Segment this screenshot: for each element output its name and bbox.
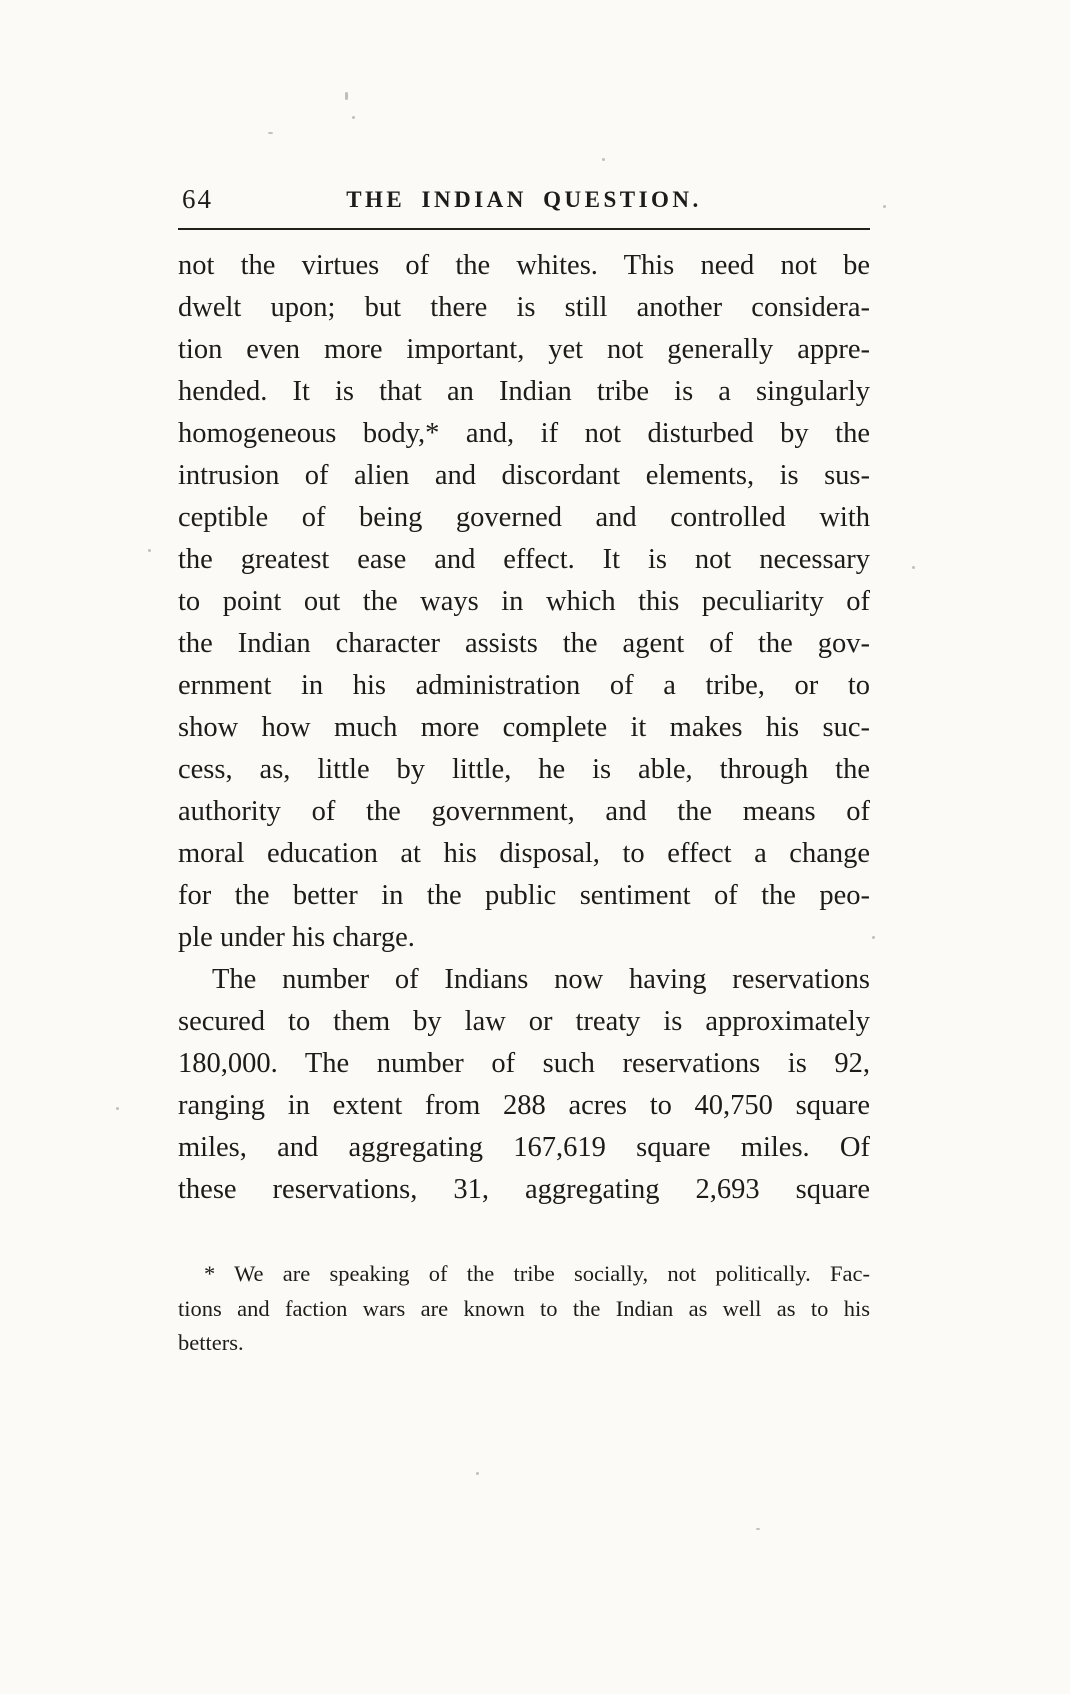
running-title: THE INDIAN QUESTION. xyxy=(346,187,702,212)
scan-speck xyxy=(872,936,875,939)
footnote-line: * We are speaking of the tribe socially, not politically. Fac- xyxy=(204,1261,870,1286)
page-header xyxy=(178,182,870,228)
header-rule xyxy=(178,228,870,230)
text-line: 180,000. The number of such reservations is 92, xyxy=(178,1048,870,1079)
text-line: tion even more important, yet not generally appre- xyxy=(178,334,870,365)
text-line: miles, and aggregating 167,619 square miles. Of xyxy=(178,1132,870,1163)
body-text xyxy=(178,245,870,1211)
footnote xyxy=(178,1257,870,1361)
text-line: homogeneous body,* and, if not disturbed by the xyxy=(178,418,870,449)
text-line: moral education at his disposal, to effect a change xyxy=(178,838,870,869)
text-line: cess, as, little by little, he is able, through the xyxy=(178,754,870,785)
text-line: hended. It is that an Indian tribe is a singularly xyxy=(178,376,870,407)
text-line: secured to them by law or treaty is approximately xyxy=(178,1006,870,1037)
text-line: ceptible of being governed and controlled with xyxy=(178,502,870,533)
text-line: not the virtues of the whites. This need not be xyxy=(178,250,870,281)
paragraph-2 xyxy=(178,959,870,1211)
text-line: show how much more complete it makes his suc- xyxy=(178,712,870,743)
scan-speck xyxy=(148,549,151,552)
text-line: dwelt upon; but there is still another considera- xyxy=(178,292,870,323)
footnote-line: tions and faction wars are known to the Indian as well as to his xyxy=(178,1295,870,1321)
page-number: 64 xyxy=(182,184,213,214)
text-line: for the better in the public sentiment of the peo- xyxy=(178,880,870,911)
text-line: authority of the government, and the means of xyxy=(178,796,870,827)
footnote-line: betters. xyxy=(178,1330,244,1355)
text-line: The number of Indians now having reservations xyxy=(212,964,870,995)
text-line: the greatest ease and effect. It is not necessary xyxy=(178,544,870,575)
scan-speck xyxy=(883,205,886,208)
text-line: ple under his charge. xyxy=(178,922,415,953)
paragraph-1 xyxy=(178,245,870,959)
text-line: the Indian character assists the agent of the gov- xyxy=(178,628,870,659)
scan-speck xyxy=(352,116,355,119)
text-line: to point out the ways in which this peculiarity of xyxy=(178,586,870,617)
scan-speck xyxy=(116,1107,119,1110)
scan-speck xyxy=(268,132,273,134)
text-line: intrusion of alien and discordant elements, is sus- xyxy=(178,460,870,491)
scan-speck xyxy=(345,92,348,100)
scan-speck xyxy=(756,1528,760,1530)
text-line: these reservations, 31, aggregating 2,693 square xyxy=(178,1174,870,1205)
text-line: ranging in extent from 288 acres to 40,750 square xyxy=(178,1090,870,1121)
scan-speck xyxy=(602,158,605,161)
scan-speck xyxy=(912,566,915,569)
text-block xyxy=(178,182,870,1361)
text-line: ernment in his administration of a tribe, or to xyxy=(178,670,870,701)
scan-speck xyxy=(476,1472,479,1475)
